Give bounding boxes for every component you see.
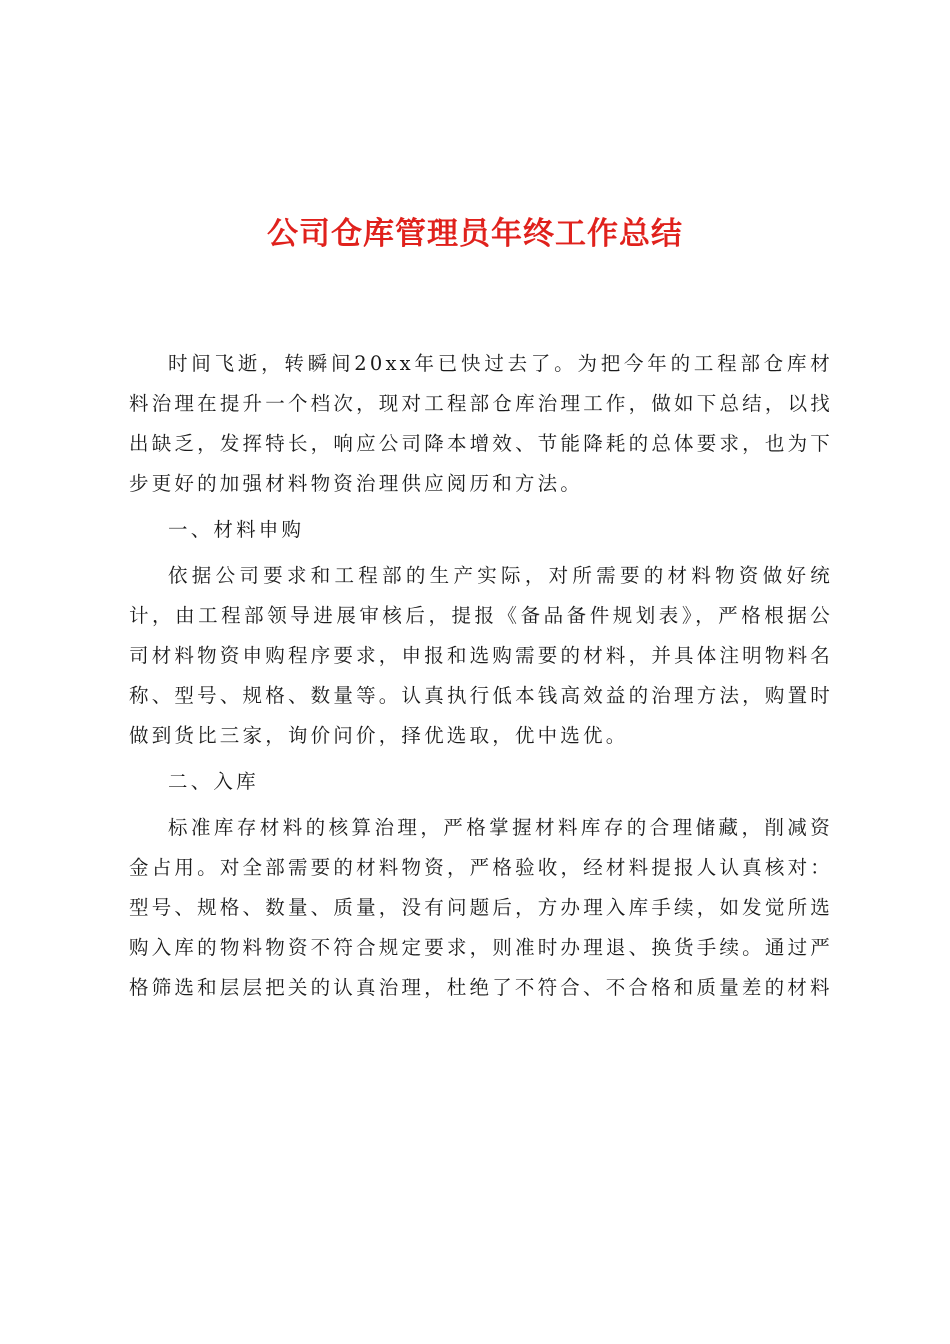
- section-heading-warehousing: 二、入库: [168, 770, 259, 793]
- paragraph-warehousing: 标准库存材料的核算治理，严格掌握材料库存的合理储藏，削减资金占用。对全部需要的材料物资，严格验收，经材料提报人认真核对：型号、规格、数量、质量，没有问题后，方办理入库手续，如发觉所选购入库的物料物资不符合规定要求，则准时办理退、换货手续。通过严格筛选和层层把关的认真治理，杜绝了不符合、不合格和质量差的材料: [129, 816, 833, 999]
- paragraph-intro: 时间飞逝，转瞬间20xx年已快过去了。为把今年的工程部仓库材料治理在提升一个档次，现对工程部仓库治理工作，做如下总结，以找出缺乏，发挥特长，响应公司降本增效、节能降耗的总体要求，也为下步更好的加强材料物资治理供应阅历和方法。: [129, 352, 833, 495]
- paragraph-material-purchase: 依据公司要求和工程部的生产实际，对所需要的材料物资做好统计，由工程部领导进展审核后，提报《备品备件规划表》，严格根据公司材料物资申购程序要求，申报和选购需要的材料，并具体注明物料名称、型号、规格、数量等。认真执行低本钱高效益的治理方法，购置时做到货比三家，询价问价，择优选取，优中选优。: [129, 564, 833, 747]
- document-body: [129, 344, 833, 1014]
- section-heading-material-purchase: 一、材料申购: [168, 518, 305, 541]
- document-title: 公司仓库管理员年终工作总结: [267, 216, 683, 252]
